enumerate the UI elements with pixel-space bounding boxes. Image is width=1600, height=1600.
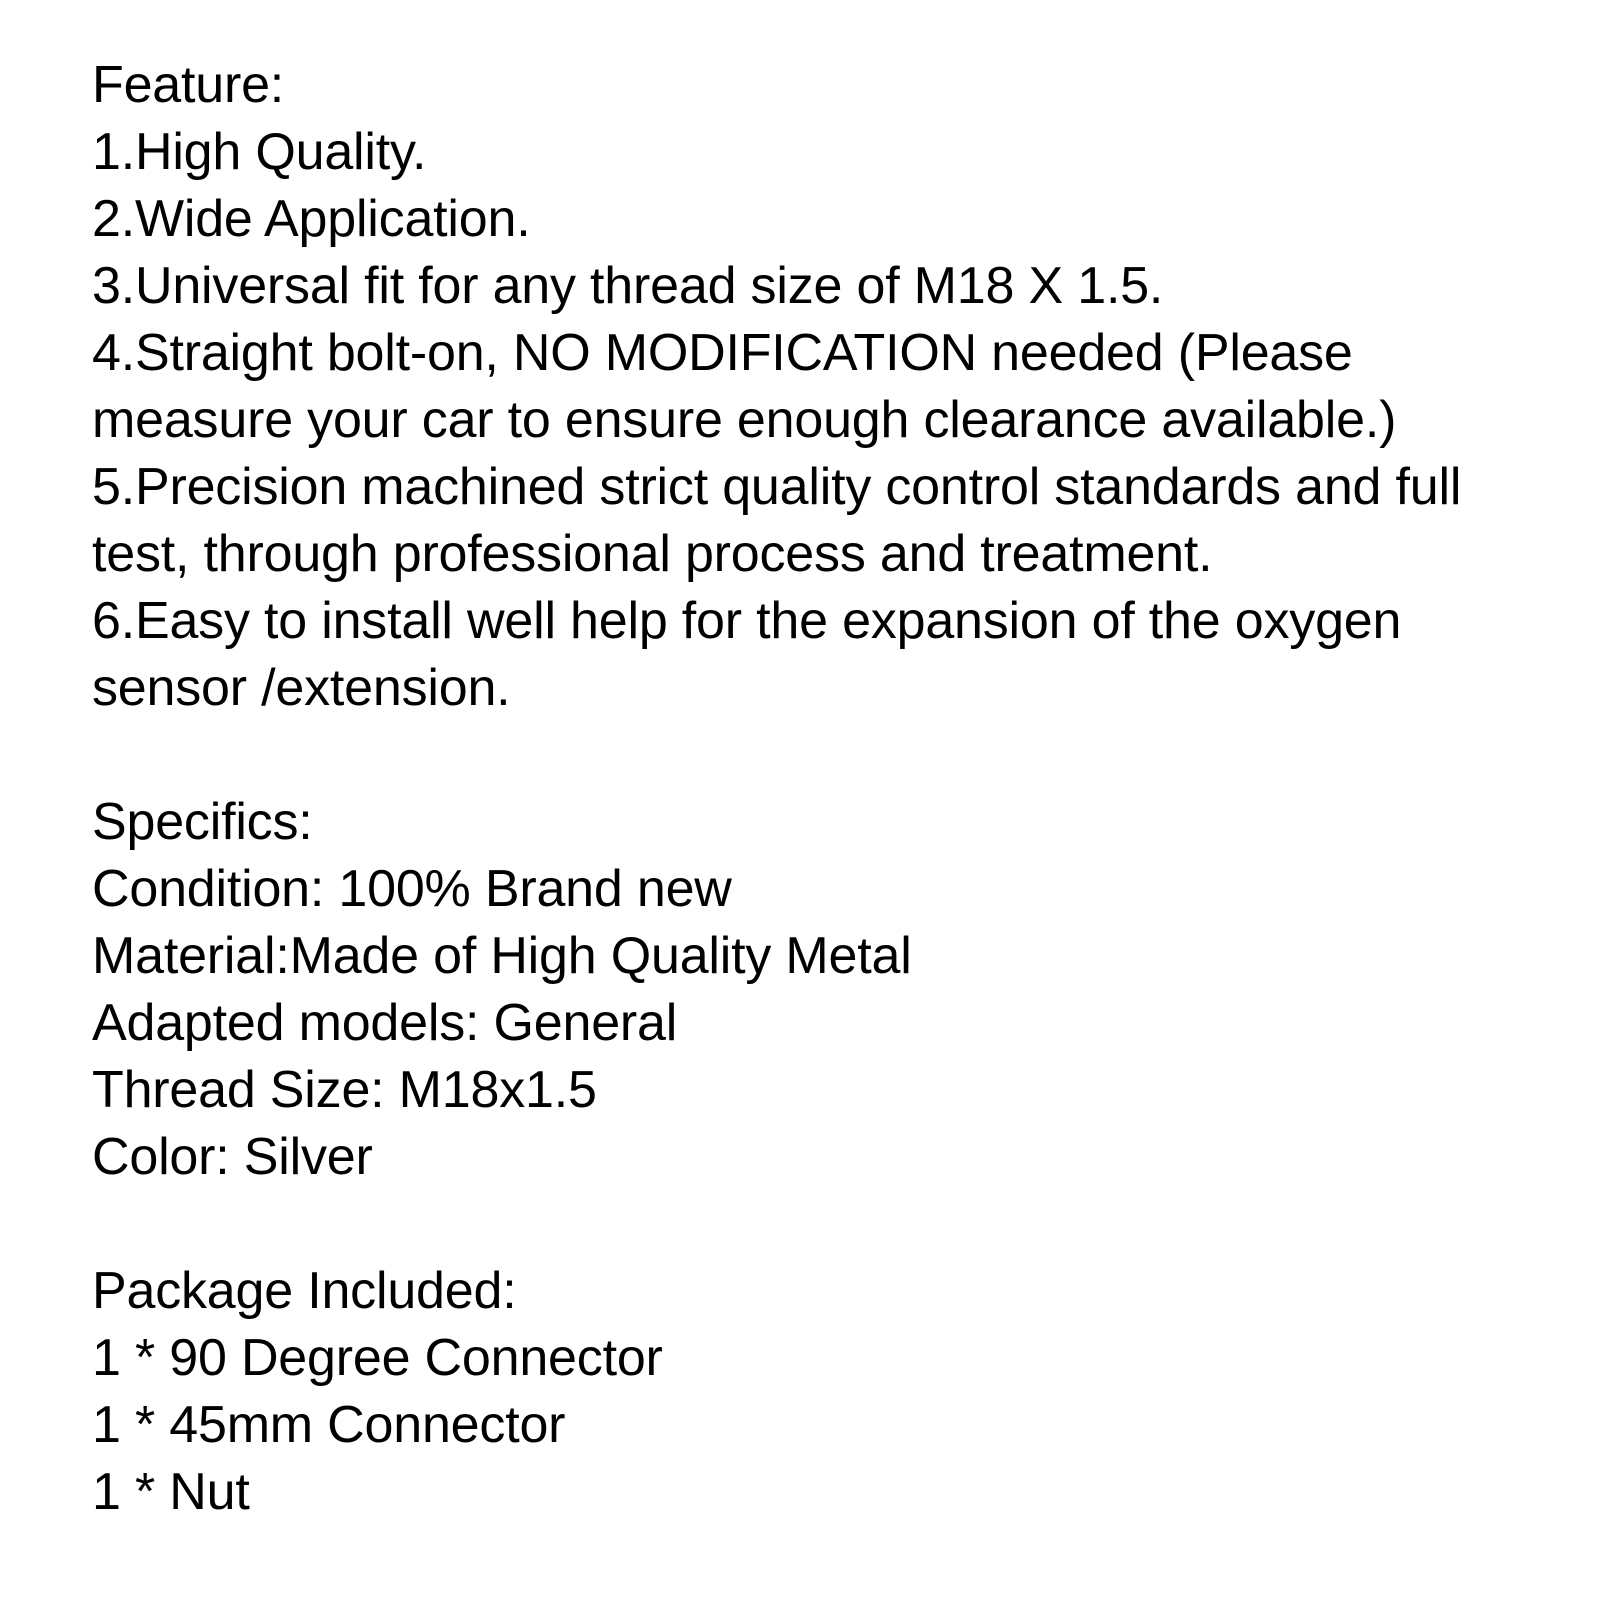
feature-section bbox=[92, 52, 1510, 722]
feature-item-3: 3.Universal fit for any thread size of M18 X 1.5. bbox=[92, 257, 1164, 315]
feature-item-1: 1.High Quality. bbox=[92, 123, 427, 181]
feature-heading: Feature: bbox=[92, 56, 285, 114]
package-item-1: 1 * 90 Degree Connector bbox=[92, 1329, 663, 1387]
package-section bbox=[92, 1258, 1510, 1526]
specifics-section bbox=[92, 789, 1510, 1191]
specifics-heading: Specifics: bbox=[92, 793, 313, 851]
feature-item-6: 6.Easy to install well help for the expansion of the oxygen sensor /extension. bbox=[92, 592, 1416, 717]
package-item-3: 1 * Nut bbox=[92, 1463, 250, 1521]
feature-item-5: 5.Precision machined strict quality control standards and full test, through professional process and treatment. bbox=[92, 458, 1476, 583]
specifics-adapted-models: Adapted models: General bbox=[92, 994, 678, 1052]
section-spacer-2 bbox=[92, 1191, 1510, 1258]
section-spacer-1 bbox=[92, 722, 1510, 789]
specifics-thread-size: Thread Size: M18x1.5 bbox=[92, 1061, 597, 1119]
package-heading: Package Included: bbox=[92, 1262, 517, 1320]
specifics-material: Material:Made of High Quality Metal bbox=[92, 927, 912, 985]
specifics-condition: Condition: 100% Brand new bbox=[92, 860, 732, 918]
specifics-color: Color: Silver bbox=[92, 1128, 373, 1186]
feature-item-2: 2.Wide Application. bbox=[92, 190, 531, 248]
package-item-2: 1 * 45mm Connector bbox=[92, 1396, 566, 1454]
feature-item-4: 4.Straight bolt-on, NO MODIFICATION needed (Please measure your car to ensure enough clearance available.) bbox=[92, 324, 1397, 449]
